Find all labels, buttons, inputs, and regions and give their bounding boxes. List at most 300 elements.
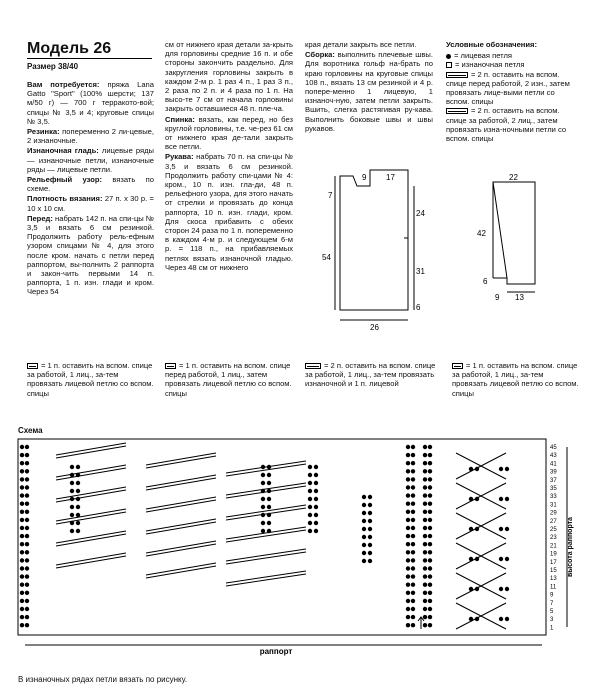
column-knit-stitch — [406, 566, 410, 570]
cable-knit-stitch — [368, 559, 372, 563]
cable-line — [146, 566, 216, 578]
cable-knit-stitch — [261, 473, 265, 477]
row-number: 43 — [550, 453, 557, 460]
edge-knit-stitch — [25, 510, 29, 514]
knit-stitch-icon — [446, 54, 451, 59]
column-knit-stitch — [406, 534, 410, 538]
column-knit-stitch — [423, 574, 427, 578]
column-knit-stitch — [428, 461, 432, 465]
x-knit-stitch — [505, 557, 509, 561]
cable-line — [226, 508, 306, 520]
column-knit-stitch — [423, 526, 427, 530]
column-knit-stitch — [406, 469, 410, 473]
dim-42: 42 — [477, 229, 486, 238]
cable-knit-stitch — [70, 529, 74, 533]
column-knit-stitch — [428, 469, 432, 473]
sleeve-pattern-diagram — [475, 172, 575, 307]
row-number: 27 — [550, 518, 557, 525]
sleeves-text: набрать 70 п. на спи-цы № 3,5 и вязать 6 см резинкой. Продолжить работу спи-цами № 4: кром., 10 п. изн. гла-ди, 48 п. рельефного узора, для этого начать от стрелки и провязать до конца раппорта, 10 п. изн. глади, кром. Для скоса прибавить с обеих сторон 24 раза по 1 п. попеременно в каждом 4-м р. и следующем 6-м р. = 118 п., на прибавляемых петлях вязать изнаночной гладью. Через 48 см от нижнего — [165, 152, 293, 272]
legend-item-knit: = лицевая петля — [446, 51, 576, 60]
legend-item-cross-back: = 2 п. оставить на вспом. спице за работой, 2 лиц., затем провязать изна-ночными петли со вспом. спицы — [446, 106, 567, 144]
front-heading: Перед: — [27, 213, 53, 223]
cable-line — [56, 553, 126, 565]
cable-knit-stitch — [308, 473, 312, 477]
cross-1-1-back-alt-icon — [452, 363, 463, 369]
column-knit-stitch — [406, 485, 410, 489]
cable-knit-stitch — [308, 529, 312, 533]
pattern-note-3: = 2 п. оставить на вспом. спице за работой, 1 лиц., за-тем провязать изнаночной и 1 п. лицевой — [305, 361, 436, 389]
row-number: 19 — [550, 551, 557, 558]
column-knit-stitch — [428, 550, 432, 554]
x-knit-stitch — [469, 467, 473, 471]
edge-knit-stitch — [20, 591, 24, 595]
assembly-heading: Сборка: — [305, 50, 335, 60]
x-knit-stitch — [469, 557, 473, 561]
edge-knit-stitch — [20, 485, 24, 489]
cable-knit-stitch — [261, 497, 265, 501]
edge-knit-stitch — [25, 615, 29, 619]
relief-text: вязать по схеме. — [27, 175, 154, 194]
cable-line — [146, 541, 216, 553]
cable-knit-stitch — [308, 489, 312, 493]
sleeve-end-text: края детали закрыть все петли. — [305, 40, 417, 49]
cable-line — [226, 486, 306, 498]
dim-13-sleeve: 13 — [515, 293, 524, 302]
edge-knit-stitch — [25, 599, 29, 603]
cable-line — [226, 571, 306, 583]
dim-9-sleeve: 9 — [495, 293, 500, 302]
x-knit-stitch — [499, 587, 503, 591]
column-knit-stitch — [428, 566, 432, 570]
text-column-2 — [165, 40, 293, 273]
edge-knit-stitch — [20, 566, 24, 570]
x-knit-stitch — [475, 557, 479, 561]
column-knit-stitch — [411, 453, 415, 457]
column-knit-stitch — [428, 510, 432, 514]
column-knit-stitch — [423, 566, 427, 570]
cable-knit-stitch — [362, 551, 366, 555]
purl-stitch-icon — [446, 62, 452, 68]
column-knit-stitch — [428, 591, 432, 595]
edge-knit-stitch — [20, 526, 24, 530]
column-knit-stitch — [406, 502, 410, 506]
column-knit-stitch — [428, 534, 432, 538]
column-knit-stitch — [411, 623, 415, 627]
edge-knit-stitch — [20, 599, 24, 603]
column-knit-stitch — [411, 550, 415, 554]
edge-knit-stitch — [20, 502, 24, 506]
cable-line — [146, 497, 216, 509]
cable-knit-stitch — [314, 465, 318, 469]
column-knit-stitch — [406, 461, 410, 465]
cable-line — [146, 563, 216, 575]
neckline-text: см от нижнего края детали за-крыть для горловины средние 16 п. и обе стороны закончить раздельно. Для закругления горловины закрыть в каждом 2-м р. 1 раз 4 п., 1 раз 3 п., 2 раза по 2 п. и 4 раза по 1 п. На высо-те 7 см от начала горловины закрыть оставшиеся 48 п. пле-ча. — [165, 40, 293, 114]
cross-front-icon — [446, 72, 468, 78]
cable-line — [146, 522, 216, 534]
cable-line — [226, 461, 306, 473]
cable-line — [226, 530, 306, 542]
schema-title: Схема — [18, 426, 43, 435]
edge-knit-stitch — [25, 445, 29, 449]
cable-knit-stitch — [362, 519, 366, 523]
page-title: Модель 26 — [27, 40, 112, 57]
cable-knit-stitch — [362, 527, 366, 531]
cross-1-1-front-icon — [165, 363, 176, 369]
dim-6: 6 — [416, 303, 421, 312]
column-knit-stitch — [428, 493, 432, 497]
column-knit-stitch — [423, 493, 427, 497]
column-knit-stitch — [406, 453, 410, 457]
reverse-stocking-heading: Изнаночная гладь: — [27, 146, 99, 156]
cable-line — [226, 483, 306, 495]
column-knit-stitch — [428, 574, 432, 578]
cable-knit-stitch — [308, 505, 312, 509]
column-knit-stitch — [406, 623, 410, 627]
column-knit-stitch — [423, 615, 427, 619]
legend-item-cross-front: = 2 п. оставить на вспом. спице перед работой, 2 изн., затем провязать лице-выми петли со вспом. спицы — [446, 69, 570, 107]
x-knit-stitch — [499, 527, 503, 531]
column-knit-stitch — [423, 591, 427, 595]
column-knit-stitch — [411, 510, 415, 514]
edge-knit-stitch — [25, 583, 29, 587]
edge-knit-stitch — [20, 493, 24, 497]
back-heading: Спинка: — [165, 114, 195, 124]
column-knit-stitch — [411, 502, 415, 506]
cable-knit-stitch — [70, 521, 74, 525]
column-knit-stitch — [406, 445, 410, 449]
row-number: 31 — [550, 502, 557, 509]
x-knit-stitch — [499, 617, 503, 621]
pattern-note-4: = 1 п. оставить на вспом. спице за работой, 1 лиц., за-тем провязать лицевой петлю со вспом. спицы — [452, 361, 579, 398]
dim-54: 54 — [322, 253, 331, 262]
edge-knit-stitch — [25, 623, 29, 627]
edge-knit-stitch — [20, 623, 24, 627]
column-knit-stitch — [423, 583, 427, 587]
cable-line — [56, 531, 126, 543]
column-knit-stitch — [406, 477, 410, 481]
cable-knit-stitch — [308, 465, 312, 469]
column-knit-stitch — [406, 518, 410, 522]
cable-knit-stitch — [267, 529, 271, 533]
row-number: 11 — [550, 584, 557, 591]
edge-knit-stitch — [25, 542, 29, 546]
schema-footnote: В изнаночных рядах петли вязать по рисунку. — [18, 675, 188, 684]
pattern-note-1: = 1 п. оставить на вспом. спице за работой, 1 лиц., за-тем провязать лицевой петлю со вспом. спицы — [27, 361, 154, 398]
front-pattern-diagram — [320, 160, 430, 335]
column-knit-stitch — [411, 461, 415, 465]
column-knit-stitch — [411, 574, 415, 578]
dim-24: 24 — [416, 209, 425, 218]
column-knit-stitch — [406, 583, 410, 587]
cable-knit-stitch — [261, 465, 265, 469]
row-number: 33 — [550, 494, 557, 501]
cable-knit-stitch — [70, 473, 74, 477]
edge-knit-stitch — [20, 615, 24, 619]
cable-line — [146, 453, 216, 465]
edge-knit-stitch — [25, 566, 29, 570]
edge-knit-stitch — [20, 607, 24, 611]
column-knit-stitch — [428, 558, 432, 562]
column-knit-stitch — [406, 550, 410, 554]
cable-knit-stitch — [314, 481, 318, 485]
row-number: 23 — [550, 535, 557, 542]
text-column-1 — [27, 80, 154, 298]
pattern-note-2: = 1 п. оставить на вспом. спице перед работой, 1 лиц., затем провязать лицевой петлю со вспом. спицы — [165, 361, 292, 398]
cable-knit-stitch — [267, 489, 271, 493]
edge-knit-stitch — [20, 477, 24, 481]
column-knit-stitch — [423, 599, 427, 603]
column-knit-stitch — [423, 623, 427, 627]
edge-knit-stitch — [20, 469, 24, 473]
cable-knit-stitch — [368, 527, 372, 531]
cable-knit-stitch — [314, 497, 318, 501]
x-knit-stitch — [475, 467, 479, 471]
edge-knit-stitch — [25, 574, 29, 578]
cable-line — [146, 544, 216, 556]
cable-line — [146, 519, 216, 531]
column-knit-stitch — [411, 583, 415, 587]
dim-6-sleeve: 6 — [483, 277, 488, 286]
column-knit-stitch — [428, 542, 432, 546]
x-knit-stitch — [469, 497, 473, 501]
row-number: 29 — [550, 510, 557, 517]
cable-knit-stitch — [267, 521, 271, 525]
knitting-chart — [16, 437, 578, 663]
x-knit-stitch — [505, 587, 509, 591]
column-knit-stitch — [428, 526, 432, 530]
x-knit-stitch — [475, 587, 479, 591]
column-knit-stitch — [406, 510, 410, 514]
back-text: вязать, как перед, но без круглой горловины, т.е. че-рез 61 см от нижнего края де-тали закрыть все петли. — [165, 114, 293, 152]
column-knit-stitch — [411, 615, 415, 619]
column-knit-stitch — [423, 534, 427, 538]
cable-knit-stitch — [314, 505, 318, 509]
edge-knit-stitch — [20, 510, 24, 514]
cross-back-icon — [446, 108, 468, 114]
cable-knit-stitch — [368, 551, 372, 555]
cable-knit-stitch — [76, 505, 80, 509]
cable-knit-stitch — [70, 489, 74, 493]
column-knit-stitch — [428, 502, 432, 506]
cable-knit-stitch — [314, 529, 318, 533]
cable-knit-stitch — [314, 521, 318, 525]
cable-knit-stitch — [368, 511, 372, 515]
cable-line — [146, 478, 216, 490]
column-knit-stitch — [406, 574, 410, 578]
column-knit-stitch — [423, 453, 427, 457]
cable-knit-stitch — [368, 495, 372, 499]
column-knit-stitch — [423, 469, 427, 473]
column-knit-stitch — [411, 558, 415, 562]
row-number: 39 — [550, 469, 557, 476]
materials-text: пряжа Lana Gatto "Sport" (100% шерсти; 137 м/50 г) — 700 г терракото-вой; спицы № 3,5 и 4; круговые спицы № 3,5. — [27, 80, 154, 126]
column-knit-stitch — [423, 445, 427, 449]
column-knit-stitch — [411, 591, 415, 595]
materials-heading: Вам потребуется: — [27, 80, 100, 89]
cable-knit-stitch — [362, 495, 366, 499]
column-knit-stitch — [406, 542, 410, 546]
cable-line — [56, 487, 126, 499]
cable-knit-stitch — [308, 521, 312, 525]
row-number: 37 — [550, 477, 557, 484]
rib-text: попеременно 2 ли-цевые, 2 изнаночные. — [27, 127, 154, 146]
x-knit-stitch — [475, 497, 479, 501]
assembly-text: выполнить плечевые швы. Для воротника гольф на-брать по краю горловины на круговые спицы 108 п., вязать 13 см резинкой и 4 р. попере-менно 1 лицевую, 1 изнаноч-ную, затем петли закрыть. Вшить, слегка растягивая ру-кава. Выполнить боковые швы и швы рукавов. — [305, 50, 433, 133]
cable-knit-stitch — [362, 511, 366, 515]
column-knit-stitch — [406, 526, 410, 530]
column-knit-stitch — [428, 607, 432, 611]
row-number: 3 — [550, 617, 554, 624]
column-knit-stitch — [406, 591, 410, 595]
edge-knit-stitch — [20, 461, 24, 465]
cable-knit-stitch — [76, 489, 80, 493]
cable-knit-stitch — [76, 497, 80, 501]
cable-line — [56, 443, 126, 455]
edge-knit-stitch — [25, 607, 29, 611]
column-knit-stitch — [423, 558, 427, 562]
edge-knit-stitch — [25, 550, 29, 554]
row-number: 45 — [550, 445, 557, 451]
cable-knit-stitch — [261, 529, 265, 533]
column-knit-stitch — [406, 615, 410, 619]
relief-heading: Рельефный узор: — [27, 175, 103, 185]
cable-knit-stitch — [368, 535, 372, 539]
legend-item-purl: = изнаночная петля — [446, 60, 576, 69]
column-knit-stitch — [406, 558, 410, 562]
cable-line — [146, 456, 216, 468]
x-knit-stitch — [499, 497, 503, 501]
row-number: 15 — [550, 568, 557, 574]
x-knit-stitch — [475, 527, 479, 531]
cable-line — [56, 556, 126, 568]
cable-line — [226, 505, 306, 517]
cable-knit-stitch — [261, 513, 265, 517]
column-knit-stitch — [411, 493, 415, 497]
edge-knit-stitch — [20, 542, 24, 546]
row-number: 13 — [550, 576, 557, 583]
x-knit-stitch — [505, 617, 509, 621]
cable-knit-stitch — [368, 543, 372, 547]
sleeve-outline — [493, 182, 535, 284]
title-underline — [27, 58, 152, 59]
cable-knit-stitch — [267, 473, 271, 477]
column-knit-stitch — [428, 583, 432, 587]
column-knit-stitch — [423, 518, 427, 522]
cable-knit-stitch — [362, 559, 366, 563]
cable-knit-stitch — [76, 473, 80, 477]
chart-frame — [18, 439, 546, 635]
cable-line — [226, 549, 306, 561]
cable-line — [56, 490, 126, 502]
front-text: набрать 142 п. на спи-цы № 3,5 и вязать 6 см резинкой. Продолжить работу рель-ефным узором спицами № 4, для этого после кром. начать с петли перед раппортом, вы-полнить 2 раппорта и закон-чить первыми 14 п. раппорта, 1 п. изн. глади и кром. Через 54 — [27, 213, 155, 297]
x-knit-stitch — [469, 587, 473, 591]
reverse-stocking-text: лицевые ряды — изнаночные петли, изнаночные ряды — лицевые петли. — [27, 146, 154, 174]
x-knit-stitch — [475, 617, 479, 621]
row-number: 41 — [550, 461, 557, 468]
cable-knit-stitch — [267, 513, 271, 517]
column-knit-stitch — [423, 502, 427, 506]
column-knit-stitch — [411, 566, 415, 570]
cable-knit-stitch — [267, 465, 271, 469]
cable-line — [56, 446, 126, 458]
gauge-heading: Плотность вязания: — [27, 194, 103, 204]
row-number: 9 — [550, 592, 554, 599]
cable-knit-stitch — [261, 481, 265, 485]
front-outline — [340, 170, 408, 310]
cable-knit-stitch — [314, 489, 318, 493]
cable-knit-stitch — [362, 543, 366, 547]
row-number: 21 — [550, 543, 557, 550]
row-number: 5 — [550, 609, 554, 615]
dim-7: 7 — [328, 191, 333, 200]
cable-knit-stitch — [70, 513, 74, 517]
cable-knit-stitch — [76, 465, 80, 469]
column-knit-stitch — [423, 607, 427, 611]
x-knit-stitch — [505, 467, 509, 471]
legend — [446, 40, 576, 143]
cable-knit-stitch — [314, 473, 318, 477]
cross-1-1-back-icon — [27, 363, 38, 369]
cable-knit-stitch — [267, 481, 271, 485]
gauge-text: 27 п. x 30 р. = 10 x 10 см. — [27, 194, 154, 213]
x-knit-stitch — [505, 527, 509, 531]
edge-knit-stitch — [20, 558, 24, 562]
column-knit-stitch — [411, 607, 415, 611]
cable-knit-stitch — [76, 529, 80, 533]
rib-heading: Резинка: — [27, 127, 60, 137]
edge-knit-stitch — [20, 534, 24, 538]
cable-knit-stitch — [368, 519, 372, 523]
cable-knit-stitch — [368, 503, 372, 507]
dim-9: 9 — [362, 173, 367, 182]
edge-knit-stitch — [25, 493, 29, 497]
edge-knit-stitch — [25, 469, 29, 473]
cable-knit-stitch — [70, 481, 74, 485]
row-number: 17 — [550, 559, 557, 566]
column-knit-stitch — [428, 623, 432, 627]
cable-line — [56, 512, 126, 524]
edge-knit-stitch — [20, 445, 24, 449]
text-column-3 — [305, 40, 433, 134]
cable-line — [56, 465, 126, 477]
x-knit-stitch — [505, 497, 509, 501]
cable-knit-stitch — [261, 505, 265, 509]
edge-knit-stitch — [25, 477, 29, 481]
column-knit-stitch — [411, 477, 415, 481]
column-knit-stitch — [423, 542, 427, 546]
cable-line — [146, 475, 216, 487]
dim-31: 31 — [416, 267, 425, 276]
rapport-height-label: высота раппорта — [567, 517, 574, 577]
cable-knit-stitch — [261, 489, 265, 493]
cable-knit-stitch — [308, 481, 312, 485]
column-knit-stitch — [411, 469, 415, 473]
edge-knit-stitch — [20, 518, 24, 522]
cable-line — [56, 468, 126, 480]
cable-line — [56, 534, 126, 546]
dim-26: 26 — [370, 323, 379, 332]
cable-line — [226, 552, 306, 564]
edge-knit-stitch — [25, 461, 29, 465]
cable-line — [226, 527, 306, 539]
column-knit-stitch — [423, 461, 427, 465]
cable-line — [226, 574, 306, 586]
row-number: 1 — [550, 625, 554, 632]
rapport-label: раппорт — [259, 647, 293, 656]
size-label: Размер 38/40 — [27, 62, 79, 71]
edge-knit-stitch — [25, 591, 29, 595]
edge-knit-stitch — [20, 550, 24, 554]
